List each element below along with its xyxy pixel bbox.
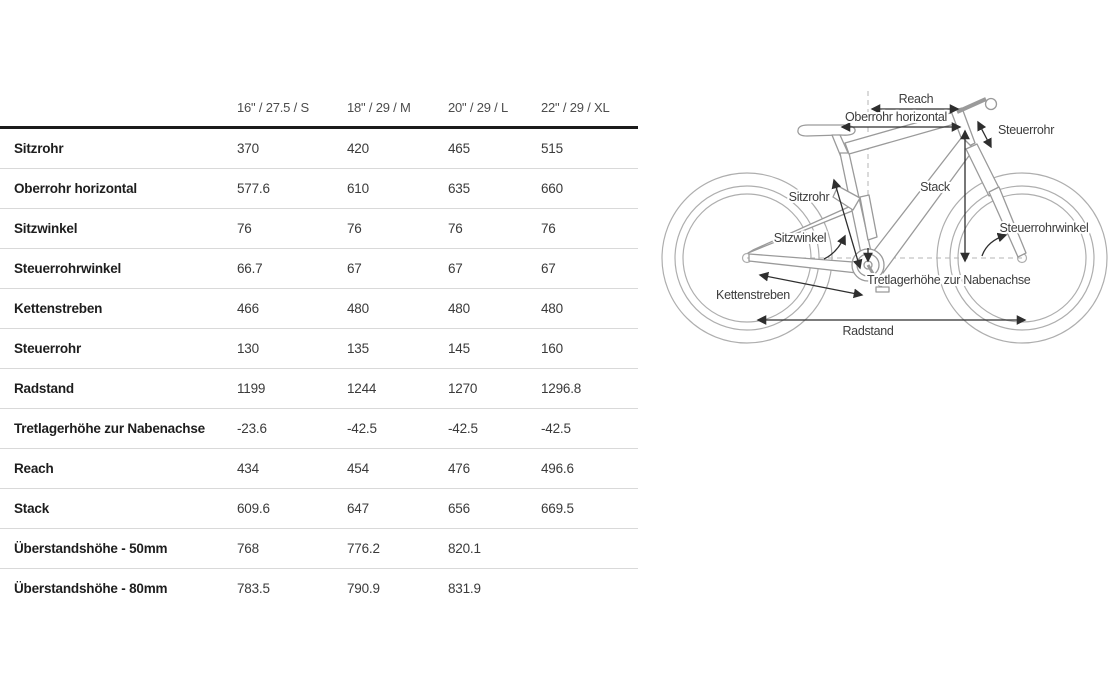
stack-label: Stack xyxy=(920,180,950,194)
size-header-s: 16" / 27.5 / S xyxy=(237,100,309,115)
row-label: Tretlagerhöhe zur Nabenachse xyxy=(14,421,205,436)
geometry-value: 67 xyxy=(541,261,556,276)
geometry-value: 454 xyxy=(347,461,369,476)
row-label: Sitzwinkel xyxy=(14,221,78,236)
table-row-steuerrohr xyxy=(0,329,638,369)
geometry-value: 420 xyxy=(347,141,369,156)
steuerrohr-arrow xyxy=(978,122,991,147)
geometry-value: -42.5 xyxy=(448,421,478,436)
geometry-value: 496.6 xyxy=(541,461,574,476)
geometry-value: 660 xyxy=(541,181,563,196)
sitzwinkel-arc xyxy=(824,236,845,259)
table-row-tretlagerhoehe xyxy=(0,409,638,449)
geometry-value: 130 xyxy=(237,341,259,356)
geometry-value: -42.5 xyxy=(347,421,377,436)
steuerrohrwinkel-arc xyxy=(982,235,1006,256)
geometry-value: 1296.8 xyxy=(541,381,582,396)
table-row-ueberstandshoehe-50 xyxy=(0,529,638,569)
sitzrohr-label: Sitzrohr xyxy=(788,190,830,204)
bike-geometry-diagram xyxy=(670,85,1119,355)
geometry-value: 370 xyxy=(237,141,259,156)
geometry-value: 76 xyxy=(347,221,362,236)
row-label: Radstand xyxy=(14,381,74,396)
table-row-ueberstandshoehe-80 xyxy=(0,569,638,608)
geometry-value: 768 xyxy=(237,541,259,556)
geometry-value: 831.9 xyxy=(448,581,481,596)
geometry-value: 135 xyxy=(347,341,369,356)
geometry-value: 67 xyxy=(347,261,362,276)
geometry-value: 66.7 xyxy=(237,261,263,276)
geometry-value: 434 xyxy=(237,461,259,476)
geometry-value: 76 xyxy=(541,221,556,236)
geometry-value: 480 xyxy=(448,301,470,316)
geometry-value: 1199 xyxy=(237,381,266,396)
geometry-value: 669.5 xyxy=(541,501,574,516)
radstand-label: Radstand xyxy=(842,324,894,338)
geometry-value: 610 xyxy=(347,181,369,196)
geometry-value: 480 xyxy=(541,301,563,316)
geometry-value: 145 xyxy=(448,341,470,356)
geometry-value: 67 xyxy=(448,261,463,276)
geometry-value: 465 xyxy=(448,141,470,156)
row-label: Steuerrohrwinkel xyxy=(14,261,122,276)
table-row-radstand xyxy=(0,369,638,409)
row-label: Überstandshöhe - 50mm xyxy=(14,541,168,556)
table-row-stack xyxy=(0,489,638,529)
table-row-sitzrohr xyxy=(0,129,638,169)
geometry-value: 466 xyxy=(237,301,259,316)
table-row-steuerrohrwinkel xyxy=(0,249,638,289)
reach-label: Reach xyxy=(898,92,934,106)
geometry-value: 76 xyxy=(237,221,252,236)
geometry-value: 609.6 xyxy=(237,501,270,516)
geometry-value: 656 xyxy=(448,501,470,516)
geometry-value: -23.6 xyxy=(237,421,267,436)
steuerrohrwinkel-label: Steuerrohrwinkel xyxy=(999,221,1089,235)
geometry-value: 1270 xyxy=(448,381,478,396)
geometry-value: 1244 xyxy=(347,381,377,396)
geometry-value: 820.1 xyxy=(448,541,481,556)
row-label: Reach xyxy=(14,461,54,476)
geometry-value: 647 xyxy=(347,501,369,516)
table-row-reach xyxy=(0,449,638,489)
row-label: Steuerrohr xyxy=(14,341,82,356)
geometry-value: 76 xyxy=(448,221,463,236)
geometry-value: 577.6 xyxy=(237,181,270,196)
geometry-value: 783.5 xyxy=(237,581,270,596)
row-label: Überstandshöhe - 80mm xyxy=(14,581,168,596)
geometry-value: 635 xyxy=(448,181,470,196)
row-label: Stack xyxy=(14,501,50,516)
size-header-xl: 22" / 29 / XL xyxy=(541,100,610,115)
geometry-value: -42.5 xyxy=(541,421,571,436)
geometry-value: 776.2 xyxy=(347,541,380,556)
size-header-m: 18" / 29 / M xyxy=(347,100,411,115)
geometry-value: 476 xyxy=(448,461,470,476)
table-row-sitzwinkel xyxy=(0,209,638,249)
tretlagerhoehe-label: Tretlagerhöhe zur Nabenachse xyxy=(867,273,1031,287)
row-label: Oberrohr horizontal xyxy=(14,181,137,196)
row-label: Kettenstreben xyxy=(14,301,103,316)
steuerrohr-label: Steuerrohr xyxy=(998,123,1055,137)
oberrohr-label: Oberrohr horizontal xyxy=(845,110,947,124)
size-header-l: 20" / 29 / L xyxy=(448,100,509,115)
table-row-kettenstreben xyxy=(0,289,638,329)
geometry-value: 480 xyxy=(347,301,369,316)
pedal xyxy=(876,287,889,292)
geometry-value: 790.9 xyxy=(347,581,380,596)
kettenstreben-label: Kettenstreben xyxy=(716,288,790,302)
row-label: Sitzrohr xyxy=(14,141,64,156)
handlebar-grip xyxy=(986,99,997,110)
geometry-value: 515 xyxy=(541,141,563,156)
table-row-oberrohr xyxy=(0,169,638,209)
geometry-value: 160 xyxy=(541,341,563,356)
sitzwinkel-label: Sitzwinkel xyxy=(773,231,827,245)
